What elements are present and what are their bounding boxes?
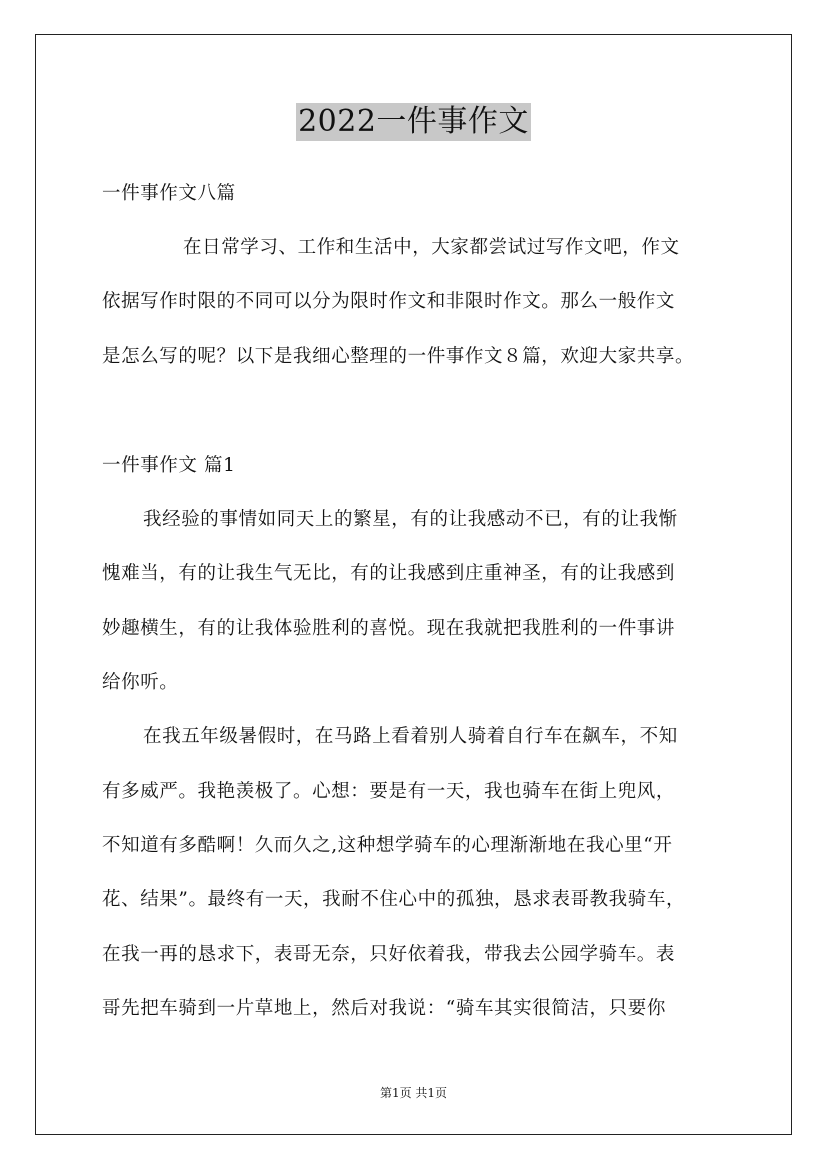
- essay-heading: 一件事作文 篇1: [102, 455, 236, 476]
- intro-paragraph-line: 在日常学习、工作和生活中，大家都尝试过写作文吧，作文: [183, 237, 680, 258]
- essay-paragraph-line: 愧难当，有的让我生气无比，有的让我感到庄重神圣，有的让我感到: [102, 563, 676, 584]
- intro-paragraph-line: 是怎么写的呢？以下是我细心整理的一件事作文８篇，欢迎大家共享。: [102, 346, 695, 367]
- essay-paragraph-line: 我经验的事情如同天上的繁星，有的让我感动不已，有的让我惭: [143, 509, 678, 530]
- title-container: [0, 103, 827, 141]
- page-footer: 第1页 共1页: [379, 1086, 448, 1100]
- essay-paragraph-line: 在我五年级暑假时，在马路上看着别人骑着自行车在飙车，不知: [143, 726, 678, 747]
- essay-paragraph-line: 给你听。: [102, 672, 179, 693]
- essay-paragraph-line: 花、结果”。最终有一天，我耐不住心中的孤独，恳求表哥教我骑车，: [102, 889, 686, 910]
- document-title: 2022一件事作文: [298, 104, 529, 139]
- essay-paragraph-line: 在我一再的恳求下，表哥无奈，只好依着我，带我去公园学骑车。表: [102, 944, 676, 965]
- intro-paragraph-line: 依据写作时限的不同可以分为限时作文和非限时作文。那么一般作文: [102, 291, 676, 312]
- essay-paragraph-line: 不知道有多酷啊！久而久之,这种想学骑车的心理渐渐地在我心里“开: [102, 835, 673, 856]
- essay-paragraph-line: 妙趣横生，有的让我体验胜利的喜悦。现在我就把我胜利的一件事讲: [102, 618, 676, 639]
- section-heading: 一件事作文八篇: [102, 183, 236, 204]
- essay-paragraph-line: 哥先把车骑到一片草地上，然后对我说：“骑车其实很简洁，只要你: [102, 998, 666, 1019]
- essay-paragraph-line: 有多威严。我艳羡极了。心想：要是有一天，我也骑车在街上兜风，: [102, 781, 676, 802]
